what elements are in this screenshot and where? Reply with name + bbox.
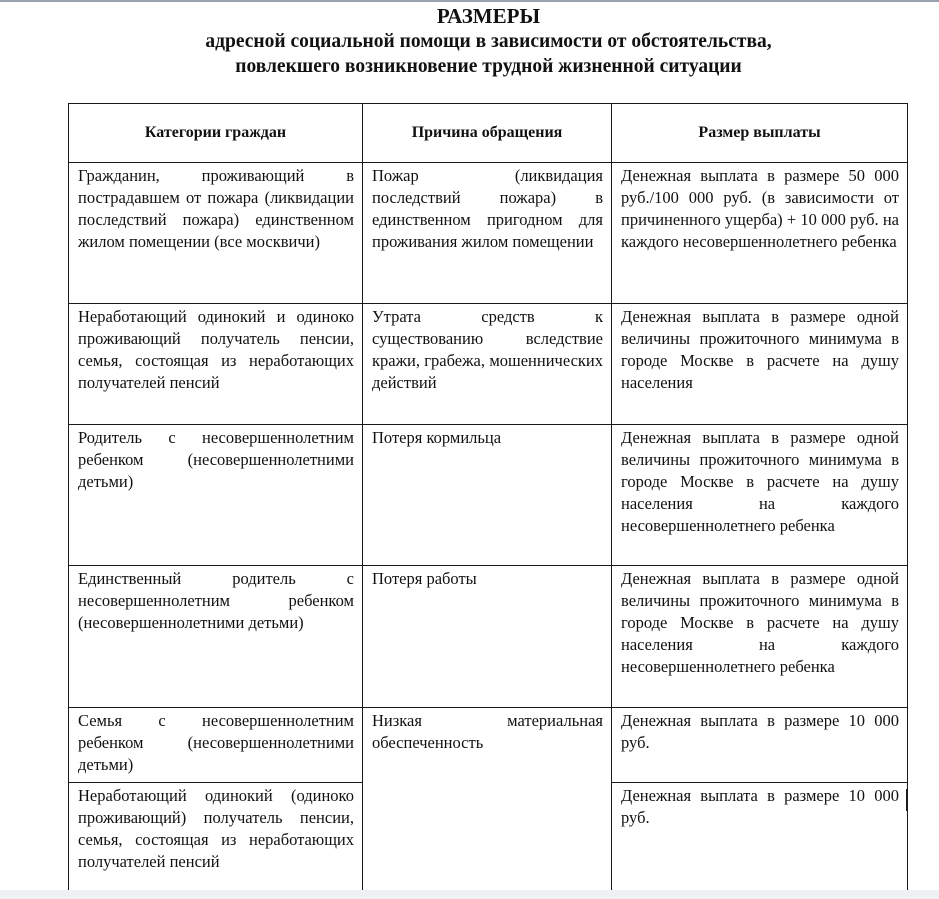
table-row: [69, 566, 908, 708]
table-edge-mark: [906, 789, 908, 811]
cell-payment: Денежная выплата в размере одной величины прожиточного минимума в городе Москве в расчете на душу населения: [612, 304, 908, 425]
cell-payment: Денежная выплата в размере одной величины прожиточного минимума в городе Москве в расчете на душу населения на каждого несовершеннолетнего ребенка: [612, 566, 908, 708]
cell-reason: Потеря кормильца: [363, 425, 612, 566]
cell-category: Неработающий одинокий (одиноко проживающий) получатель пенсии, семья, состоящая из неработающих получателей пенсий: [69, 783, 363, 893]
cell-category: Семья с несовершеннолетним ребенком (несовершеннолетними детьми): [69, 708, 363, 783]
cell-reason: Пожар (ликвидация последствий пожара) в единственном пригодном для проживания жилом помещении: [363, 163, 612, 304]
cell-reason: Низкая материальная обеспеченность: [363, 708, 612, 893]
header-payment-amount: Размер выплаты: [612, 104, 908, 163]
table-row: [69, 425, 908, 566]
cell-payment: Денежная выплата в размере 10 000 руб.: [612, 783, 908, 893]
document-title: [0, 4, 939, 79]
cell-category: Гражданин, проживающий в пострадавшем от пожара (ликвидации последствий пожара) единственном жилом помещении (все москвичи): [69, 163, 363, 304]
cell-category: Неработающий одинокий и одиноко проживающий получатель пенсии, семья, состоящая из неработающих получателей пенсий: [69, 304, 363, 425]
table-header-row: [69, 104, 908, 163]
cell-reason: Утрата средств к существованию вследствие кражи, грабежа, мошеннических действий: [363, 304, 612, 425]
cell-reason: Потеря работы: [363, 566, 612, 708]
header-request-reason: Причина обращения: [363, 104, 612, 163]
cell-category: Единственный родитель с несовершеннолетним ребенком (несовершеннолетними детьми): [69, 566, 363, 708]
page-top-border: [0, 0, 939, 2]
title-subheading-line2: повлекшего возникновение трудной жизненной ситуации: [235, 56, 742, 77]
header-citizen-category: Категории граждан: [69, 104, 363, 163]
cell-category: Родитель с несовершеннолетним ребенком (несовершеннолетними детьми): [69, 425, 363, 566]
table-row: [69, 708, 908, 783]
cell-payment: Денежная выплата в размере 50 000 руб./100 000 руб. (в зависимости от причиненного ущерба) + 10 000 руб. на каждого несовершеннолетнего ребенка: [612, 163, 908, 304]
table-row: [69, 304, 908, 425]
assistance-sizes-table: [68, 103, 908, 893]
cell-payment: Денежная выплата в размере 10 000 руб.: [612, 708, 908, 783]
cell-payment: Денежная выплата в размере одной величины прожиточного минимума в городе Москве в расчете на душу населения на каждого несовершеннолетнего ребенка: [612, 425, 908, 566]
table-row: [69, 163, 908, 304]
title-subheading-line1: адресной социальной помощи в зависимости от обстоятельства,: [205, 31, 772, 52]
window-bottom-strip: [0, 890, 939, 899]
title-heading: РАЗМЕРЫ: [436, 4, 541, 28]
